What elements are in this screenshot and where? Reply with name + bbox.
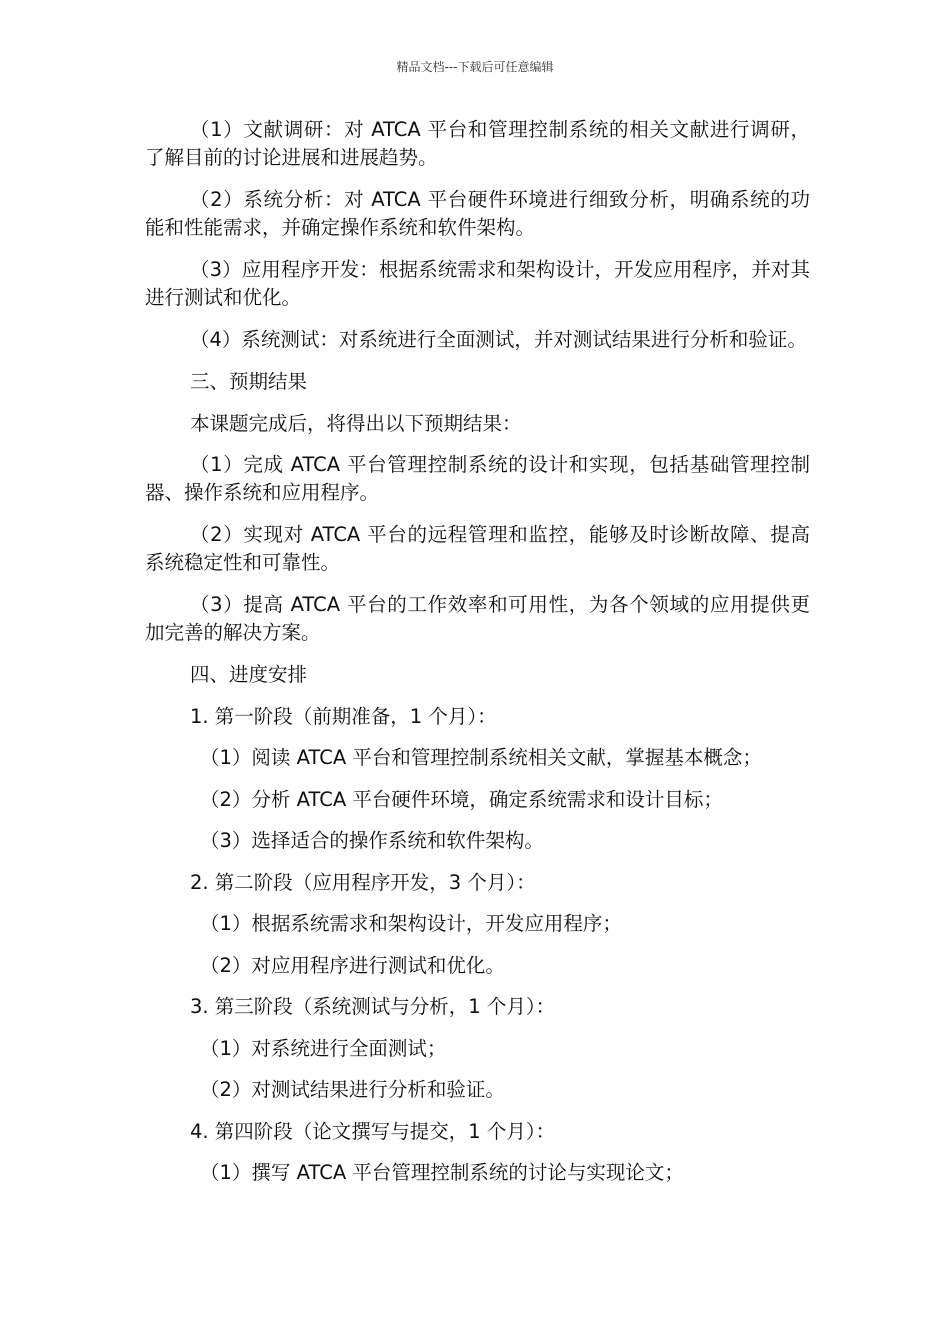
section-heading-schedule: 四、进度安排: [190, 663, 308, 686]
method-item-3: （3）应用程序开发：根据系统需求和架构设计，开发应用程序，并对其进行测试和优化。: [145, 258, 810, 309]
phase-3-heading: 3. 第三阶段（系统测试与分析，1 个月）：: [190, 995, 556, 1018]
method-item-1: （1）文献调研：对 ATCA 平台和管理控制系统的相关文献进行调研，了解目前的讨论进展和进展趋势。: [145, 118, 810, 169]
phase-3-item-2: （2）对测试结果进行分析和验证。: [200, 1078, 505, 1101]
document-body: [145, 116, 810, 1201]
phase-2-item-1: （1）根据系统需求和架构设计，开发应用程序；: [200, 912, 622, 935]
phase-2-heading: 2. 第二阶段（应用程序开发，3 个月）：: [190, 870, 536, 894]
method-item-4: （4）系统测试：对系统进行全面测试，并对测试结果进行分析和验证。: [190, 328, 807, 351]
page-header: 精品文档---下载后可任意编辑: [396, 60, 554, 74]
expected-result-2: （2）实现对 ATCA 平台的远程管理和监控，能够及时诊断故障、提高系统稳定性和可靠性。: [145, 523, 810, 574]
method-item-2: （2）系统分析：对 ATCA 平台硬件环境进行细致分析，明确系统的功能和性能需求，并确定操作系统和软件架构。: [145, 188, 810, 239]
phase-1-item-2: （2）分析 ATCA 平台硬件环境，确定系统需求和设计目标；: [200, 787, 723, 811]
phase-1-heading: 1. 第一阶段（前期准备，1 个月）：: [190, 704, 497, 728]
phase-1-item-1: （1）阅读 ATCA 平台和管理控制系统相关文献，掌握基本概念；: [200, 746, 762, 769]
phase-4-heading: 4. 第四阶段（论文撰写与提交，1 个月）：: [190, 1119, 556, 1143]
phase-1-item-3: （3）选择适合的操作系统和软件架构。: [200, 829, 544, 852]
phase-3-item-1: （1）对系统进行全面测试；: [200, 1036, 447, 1060]
expected-result-1: （1）完成 ATCA 平台管理控制系统的设计和实现，包括基础管理控制器、操作系统和应用程序。: [145, 453, 810, 504]
expected-result-3: （3）提高 ATCA 平台的工作效率和可用性，为各个领域的应用提供更加完善的解决方案。: [145, 593, 810, 644]
expected-results-intro: 本课题完成后，将得出以下预期结果：: [190, 411, 522, 435]
phase-2-item-2: （2）对应用程序进行测试和优化。: [200, 953, 505, 977]
section-heading-expected-results: 三、预期结果: [190, 370, 308, 393]
phase-4-item-1: （1）撰写 ATCA 平台管理控制系统的讨论与实现论文；: [200, 1161, 684, 1184]
